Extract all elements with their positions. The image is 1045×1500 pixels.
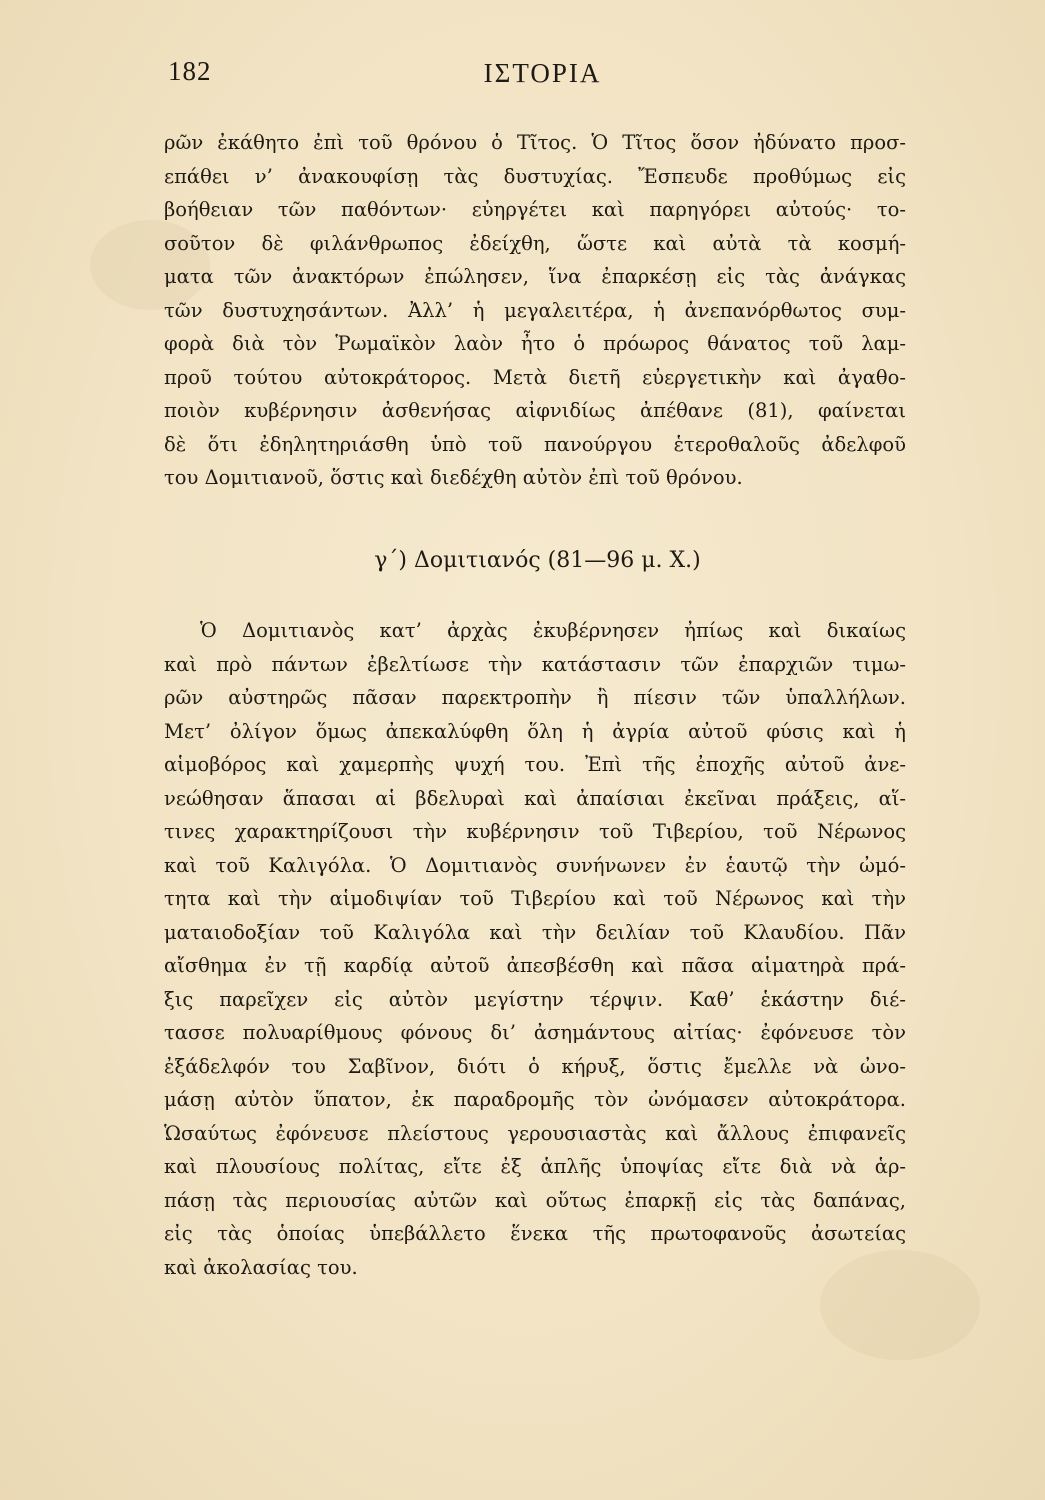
text-line: ξις παρεῖχεν εἰς αὐτὸν μεγίστην τέρψιν. Καθ’ ἑκάστην διέ- bbox=[164, 987, 906, 1011]
section-heading: γ΄) Δομιτιανός (81—96 μ. Χ.) bbox=[374, 548, 701, 573]
text-line: Μετ’ ὀλίγον ὅμως ἀπεκαλύφθη ὅλη ἡ ἀγρία αὐτοῦ φύσις καὶ ἡ bbox=[164, 719, 906, 743]
text-line: νεώθησαν ἅπασαι αἱ βδελυραὶ καὶ ἀπαίσιαι ἐκεῖναι πράξεις, αἵ- bbox=[164, 786, 906, 810]
running-title: ΙΣΤΟΡΙΑ bbox=[483, 58, 602, 88]
text-line: Ὁ Δομιτιανὸς κατ’ ἀρχὰς ἐκυβέρνησεν ἠπίως καὶ δικαίως bbox=[200, 619, 906, 642]
text-line: ματα τῶν ἀνακτόρων ἐπώλησεν, ἵνα ἐπαρκέσῃ εἰς τὰς ἀνάγκας bbox=[164, 265, 906, 288]
page-number: 182 bbox=[168, 56, 212, 86]
text-line: αἱμοβόρος καὶ χαμερπὴς ψυχή του. Ἐπὶ τῆς ἐποχῆς αὐτοῦ ἀνε- bbox=[164, 753, 906, 776]
text-line: ματαιοδοξίαν τοῦ Καλιγόλα καὶ τὴν δειλίαν τοῦ Κλαυδίου. Πᾶν bbox=[164, 920, 906, 944]
text-line: προῦ τούτου αὐτοκράτορος. Μετὰ διετῆ εὐεργετικὴν καὶ ἀγαθο- bbox=[164, 365, 906, 389]
text-line: σοῦτον δὲ φιλάνθρωπος ἐδείχθη, ὥστε καὶ αὐτὰ τὰ κοσμή- bbox=[164, 231, 906, 255]
text-line: αἴσθημα ἐν τῇ καρδίᾳ αὐτοῦ ἀπεσβέσθη καὶ πᾶσα αἱματηρὰ πρά- bbox=[164, 954, 906, 977]
text-line: καὶ τοῦ Καλιγόλα. Ὁ Δομιτιανὸς συνήνωνεν ἐν ἑαυτῷ τὴν ὠμό- bbox=[164, 853, 906, 877]
text-line: βοήθειαν τῶν παθόντων· εὐηργέτει καὶ παρηγόρει αὐτούς· το- bbox=[164, 198, 906, 221]
text-line: καὶ πλουσίους πολίτας, εἴτε ἐξ ἁπλῆς ὑποψίας εἴτε διὰ νὰ ἁρ- bbox=[164, 1155, 906, 1178]
text-line: ἐξάδελφόν του Σαβῖνον, διότι ὁ κήρυξ, ὅστις ἔμελλε νὰ ὠνο- bbox=[164, 1054, 906, 1078]
text-line: τῶν δυστυχησάντων. Ἀλλ’ ἡ μεγαλειτέρα, ἡ ἀνεπανόρθωτος συμ- bbox=[164, 298, 906, 322]
text-line: ποιὸν κυβέρνησιν ἀσθενήσας αἰφνιδίως ἀπέθανε (81), φαίνεται bbox=[164, 399, 906, 422]
text-line: ρῶν αὐστηρῶς πᾶσαν παρεκτροπὴν ἢ πίεσιν τῶν ὑπαλλήλων. bbox=[164, 686, 906, 709]
text-line: τητα καὶ τὴν αἱμοδιψίαν τοῦ Τιβερίου καὶ τοῦ Νέρωνος καὶ τὴν bbox=[164, 887, 906, 910]
text-line: του Δομιτιανοῦ, ὅστις καὶ διεδέχθη αὐτὸν ἐπὶ τοῦ θρόνου. bbox=[164, 466, 743, 489]
text-line: εἰς τὰς ὁποίας ὑπεβάλλετο ἕνεκα τῆς πρωτοφανοῦς ἀσωτείας bbox=[164, 1222, 906, 1245]
paragraph-titus bbox=[164, 126, 906, 495]
text-line: δὲ ὅτι ἐδηλητηριάσθη ὑπὸ τοῦ πανούργου ἑτεροθαλοῦς ἀδελφοῦ bbox=[164, 432, 906, 456]
text-line: ρῶν ἐκάθητο ἐπὶ τοῦ θρόνου ὁ Τῖτος. Ὁ Τῖτος ὅσον ἠδύνατο προσ- bbox=[164, 131, 906, 154]
text-line: Ὡσαύτως ἐφόνευσε πλείστους γερουσιαστὰς καὶ ἄλλους ἐπιφανεῖς bbox=[164, 1121, 906, 1145]
page-header bbox=[0, 56, 1045, 96]
paragraph-domitian bbox=[164, 614, 906, 1284]
text-line: καὶ πρὸ πάντων ἐβελτίωσε τὴν κατάστασιν τῶν ἐπαρχιῶν τιμω- bbox=[164, 652, 906, 676]
text-line: επάθει ν’ ἀνακουφίσῃ τὰς δυστυχίας. Ἔσπευδε προθύμως εἰς bbox=[164, 164, 906, 188]
text-line: καὶ ἀκολασίας του. bbox=[164, 1255, 358, 1279]
text-line: πάσῃ τὰς περιουσίας αὐτῶν καὶ οὕτως ἐπαρκῇ εἰς τὰς δαπάνας, bbox=[164, 1188, 906, 1212]
text-line: τινες χαρακτηρίζουσι τὴν κυβέρνησιν τοῦ Τιβερίου, τοῦ Νέρωνος bbox=[164, 820, 906, 843]
text-line: τασσε πολυαρίθμους φόνους δι’ ἀσημάντους αἰτίας· ἐφόνευσε τὸν bbox=[164, 1021, 906, 1044]
text-line: μάσῃ αὐτὸν ὕπατον, ἐκ παραδρομῆς τὸν ὠνόμασεν αὐτοκράτορα. bbox=[164, 1088, 906, 1111]
text-line: φορὰ διὰ τὸν Ῥωμαϊκὸν λαὸν ἦτο ὁ πρόωρος θάνατος τοῦ λαμ- bbox=[164, 332, 906, 355]
